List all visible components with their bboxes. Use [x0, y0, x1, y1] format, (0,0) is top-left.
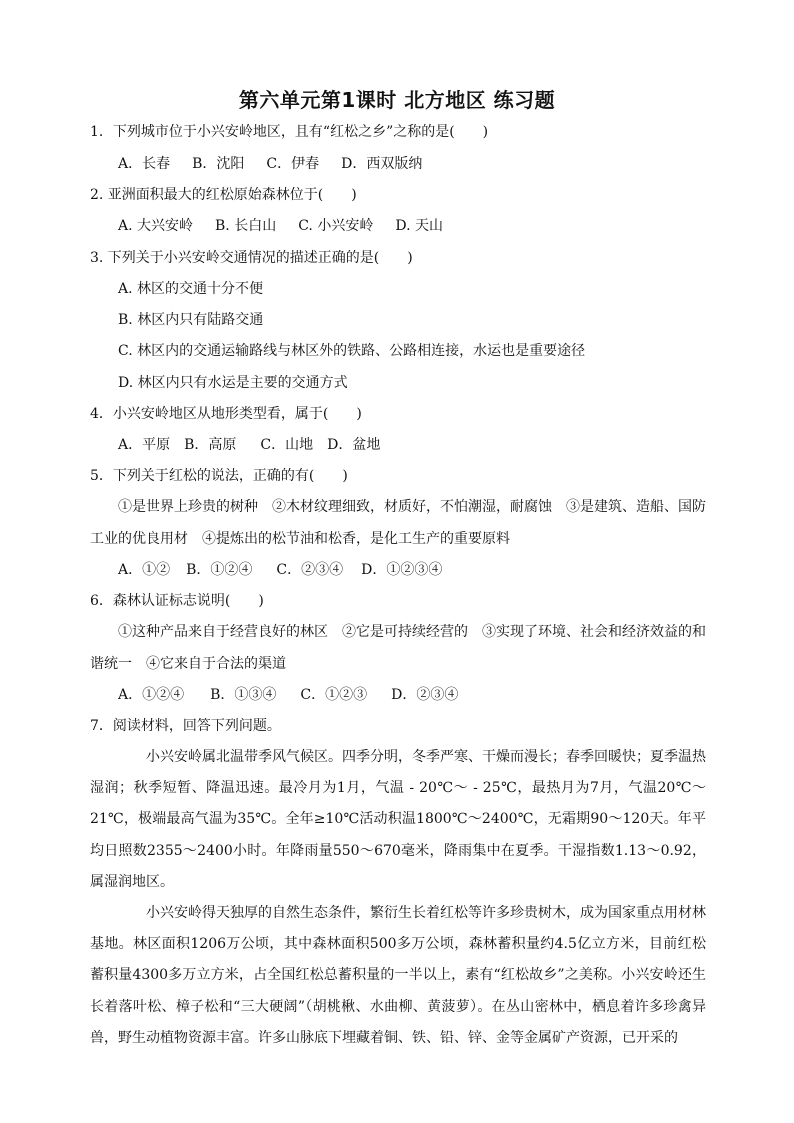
question-1-stem: 1．下列城市位于小兴安岭地区，且有“红松之乡”之称的是( ) — [90, 124, 489, 140]
material-paragraph-1: 小兴安岭属北温带季风气候区。四季分明，冬季严寒、干燥而漫长；春季回暖快；夏季温热湿润；秋季短暂、降温迅速。最冷月为1月，气温 - 20℃～ - 25℃，最热月为7月，气温20℃～21℃，极端最高气温为35℃。全年≥10℃活动积温1800℃～2400℃，无霜期90～120天。年平均日照数2355～2400小时。年降雨量550～670毫米，降雨集中在夏季。干湿指数1.13～0.92，属湿润地区。 — [90, 749, 706, 890]
option: D．①②③④ — [361, 562, 443, 578]
question-5-stem: 5．下列关于红松的说法，正确的有( ) — [90, 468, 348, 484]
question-7-stem: 7．阅读材料，回答下列问题。 — [90, 718, 281, 734]
option: D．盆地 — [327, 437, 381, 453]
question-4-options — [118, 435, 380, 455]
material-paragraph-2: 小兴安岭得天独厚的自然生态条件，繁衍生长着红松等许多珍贵树木，成为国家重点用材林基地。林区面积1206万公顷，其中森林面积500多万公顷，森林蓄积量约4.5亿立方米，目前红松蓄积量4300多万立方米，占全国红松总蓄积量的一半以上，素有“红松故乡”之美称。小兴安岭还生长着落叶松、樟子松和“三大硬阔”（胡桃楸、水曲柳、黄菠萝）。在丛山密林中，栖息着许多珍禽异兽，野生动植物资源丰富。许多山脉底下埋藏着铜、铁、铅、锌、金等金属矿产资源，已开采的 — [90, 905, 706, 1046]
question-1-options — [118, 154, 422, 174]
question-5-statements-line-2: 工业的优良用材 ④提炼出的松节油和松香，是化工生产的重要原料 — [90, 531, 510, 547]
question-5-options — [118, 560, 442, 580]
question-3-stem: 3. 下列关于小兴安岭交通情况的描述正确的是( ) — [90, 250, 413, 266]
option: B．沈阳 — [192, 156, 245, 172]
option: B. 长白山 — [215, 218, 277, 234]
question-6-statements-line-1: ①这种产品来自于经营良好的林区 ②它是可持续经营的 ③实现了环境、社会和经济效益的和 — [118, 624, 706, 640]
option: D. 天山 — [395, 218, 443, 234]
option: B．高原 — [184, 437, 237, 453]
option: D．西双版纳 — [341, 156, 423, 172]
option: C. 小兴安岭 — [298, 218, 374, 234]
option: A. 大兴安岭 — [118, 218, 194, 234]
question-6-stem: 6．森林认证标志说明( ) — [90, 593, 264, 609]
option: A．①② — [118, 562, 171, 578]
option: A．①②④ — [118, 687, 185, 703]
option: B．①③④ — [210, 687, 277, 703]
question-5-statements-line-1: ①是世界上珍贵的树种 ②木材纹理细致，材质好，不怕潮湿，耐腐蚀 ③是建筑、造船、国防 — [118, 499, 706, 515]
option: A．长春 — [118, 156, 171, 172]
option: C．伊春 — [266, 156, 320, 172]
question-2-options — [118, 216, 443, 236]
question-3-option-a: A. 林区的交通十分不便 — [118, 281, 264, 297]
option: C．②③④ — [276, 562, 344, 578]
question-6-options — [118, 685, 458, 705]
question-2-stem: 2. 亚洲面积最大的红松原始森林位于( ) — [90, 187, 357, 203]
option: C．①②③ — [300, 687, 368, 703]
question-6-statements-line-2: 谐统一 ④它来自于合法的渠道 — [90, 656, 286, 672]
question-4-stem: 4．小兴安岭地区从地形类型看，属于( ) — [90, 406, 362, 422]
question-3-option-d: D. 林区内只有水运是主要的交通方式 — [118, 375, 348, 391]
option: D．②③④ — [391, 687, 459, 703]
option: C．山地 — [260, 437, 314, 453]
question-3-option-b: B. 林区内只有陆路交通 — [118, 312, 264, 328]
option: A．平原 — [118, 437, 171, 453]
page-title: 第六单元第1课时 北方地区 练习题 — [238, 88, 556, 112]
question-3-option-c: C. 林区内的交通运输路线与林区外的铁路、公路相连接，水运也是重要途径 — [118, 343, 586, 359]
option: B．①②④ — [186, 562, 253, 578]
